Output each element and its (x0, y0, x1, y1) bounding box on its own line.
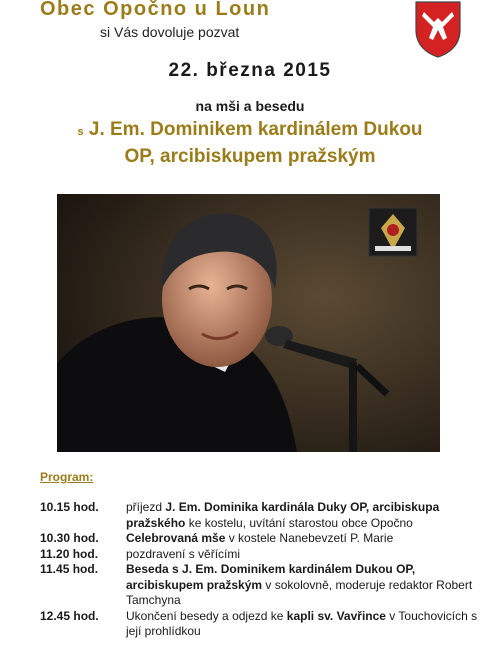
guest-line-2: OP, arcibiskupem pražským (124, 146, 376, 167)
cardinal-photo-image (57, 194, 440, 452)
program-text: v kostele Nanebevzetí P. Marie (225, 531, 394, 545)
program-text: příjezd (126, 500, 166, 514)
program-text: ke kostelu, uvítání starostou obce Opočno (185, 515, 413, 530)
program-text: v Touchovicích s její prohlídkou (126, 608, 478, 638)
program-description (126, 562, 480, 609)
program-text: v sokolovně, moderuje redaktor Robert Tamchyna (126, 577, 473, 607)
program-row (40, 547, 480, 563)
event-mass: na mši a besedu (195, 98, 305, 114)
program-schedule (40, 500, 480, 640)
guest-line-1 (0, 119, 500, 141)
program-row (40, 609, 480, 640)
program-text: kapli sv. Vavřince (286, 608, 386, 623)
program-time: 10.30 hod. (40, 531, 99, 545)
event-date: 22. března 2015 (168, 60, 332, 81)
program-time: 10.15 hod. (40, 500, 99, 514)
program-time: 12.45 hod. (40, 608, 99, 623)
program-row (40, 531, 480, 547)
program-heading: Program: (40, 470, 94, 484)
program-text: Ukončení besedy a odjezd ke (126, 608, 287, 623)
program-text: J. Em. Dominika kardinála Duky OP, arcibiskupa pražského (126, 500, 440, 530)
cardinal-photo (57, 194, 440, 452)
program-description (126, 609, 480, 640)
program-text: pozdravení s věřícími (126, 546, 241, 561)
guest-preposition: s (77, 126, 84, 138)
program-time: 11.20 hod. (40, 546, 99, 561)
program-row (40, 562, 480, 609)
guest-name: J. Em. Dominikem kardinálem Dukou (88, 119, 423, 140)
program-text: Beseda s J. Em. Dominikem kardinálem Dukou OP, arcibiskupem pražským (126, 562, 416, 592)
coat-of-arms-icon (414, 0, 462, 58)
village-title: Obec Opočno u Loun (40, 0, 271, 20)
program-time: 11.45 hod. (40, 562, 99, 576)
invite-text: si Vás dovoluje pozvat (100, 24, 240, 40)
program-text: Celebrovaná mše (126, 531, 226, 545)
program-description (126, 547, 480, 563)
program-description (126, 500, 480, 531)
program-description (126, 531, 480, 547)
program-row (40, 500, 480, 531)
